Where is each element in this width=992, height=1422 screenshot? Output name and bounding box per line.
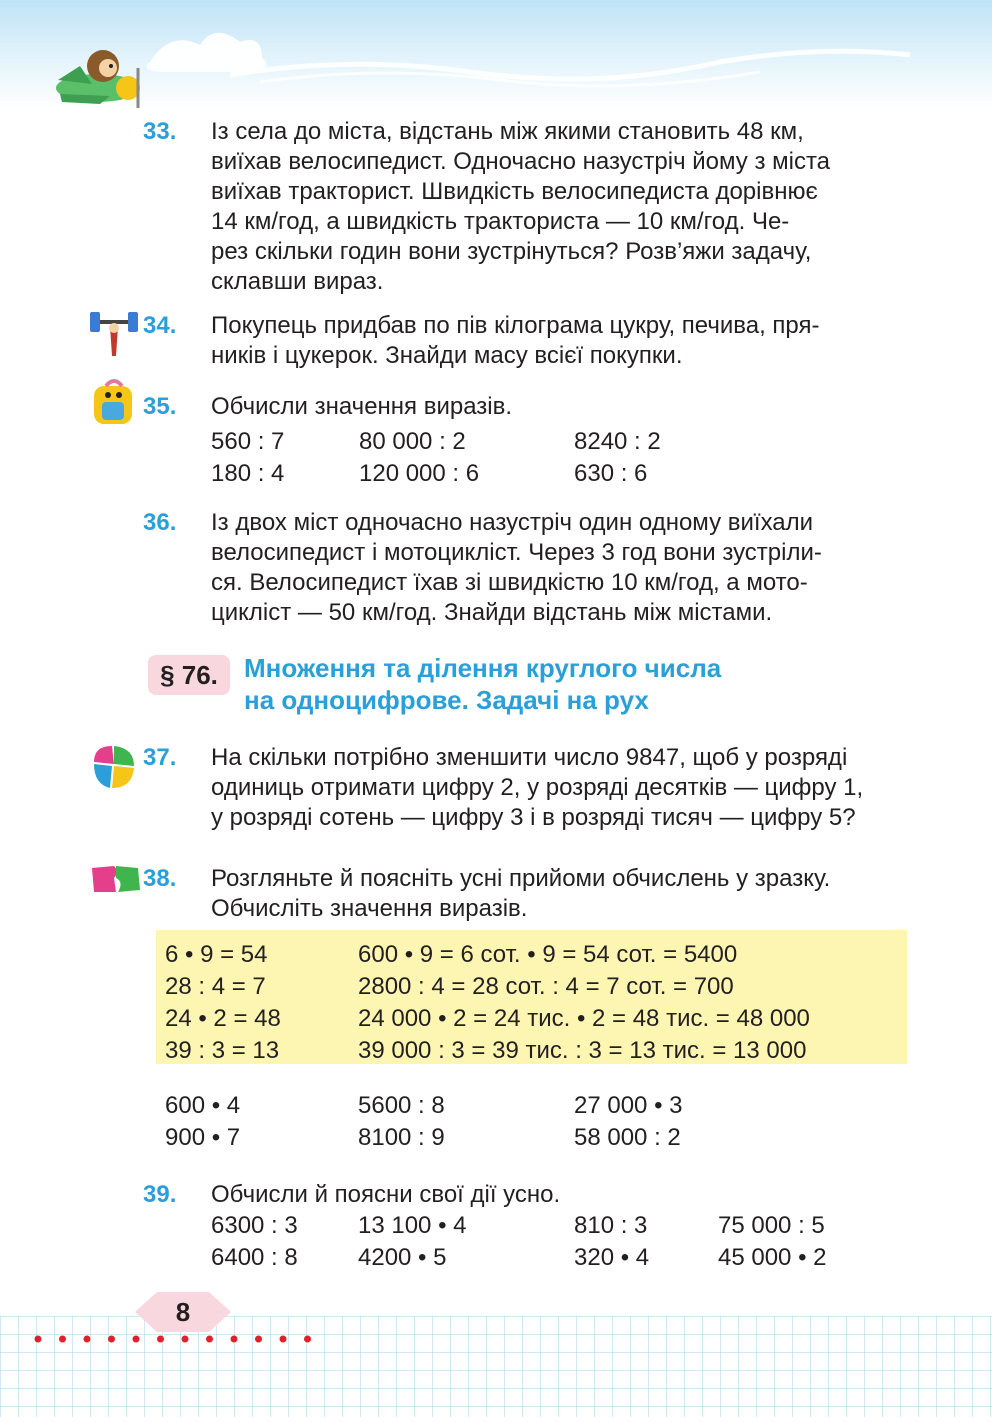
footer-dot [59, 1336, 66, 1343]
expression: 8240 : 2 [574, 428, 661, 455]
task-line: На скільки потрібно зменшити число 9847, щоб у розряді [211, 744, 848, 771]
page-number: 8 [175, 1297, 191, 1327]
expression: 45 000 • 2 [718, 1244, 827, 1271]
footer-dot [182, 1336, 189, 1343]
sample-expression: 39 : 3 = 13 [165, 1037, 280, 1064]
footer-dot [255, 1336, 262, 1343]
expression: 5600 : 8 [358, 1092, 445, 1119]
expression: 80 000 : 2 [359, 428, 466, 455]
task-line: виїхав велосипедист. Одночасно назустріч йому з міста [211, 148, 831, 175]
task-number: 33. [143, 118, 177, 145]
page-number-badge [135, 1290, 231, 1334]
task-line: одиниць отримати цифру 2, у розряді десятків — цифру 1, [211, 774, 864, 801]
task-text [211, 508, 907, 628]
task-number: 35. [143, 393, 177, 420]
task-line: Покупець придбав по пів кілограма цукру, печива, пря- [211, 312, 820, 339]
expression: 4200 • 5 [358, 1244, 447, 1271]
task-text [211, 117, 907, 297]
task-line: 14 км/год, а швидкість тракториста — 10 км/год. Че- [211, 208, 790, 235]
task-line: рез скільки годин вони зустрінуться? Розв’яжи задачу, [211, 238, 812, 265]
expression: 75 000 : 5 [718, 1212, 825, 1239]
sample-explanation: 24 000 • 2 = 24 тис. • 2 = 48 тис. = 48 000 [358, 1005, 810, 1032]
expression: 630 : 6 [574, 460, 648, 487]
sample-expression: 6 • 9 = 54 [165, 941, 268, 968]
footer-dot [133, 1336, 140, 1343]
task-number: 36. [143, 509, 177, 536]
sample-explanation: 2800 : 4 = 28 сот. : 4 = 7 сот. = 700 [358, 973, 734, 1000]
expression: 600 • 4 [165, 1092, 241, 1119]
expression: 6300 : 3 [211, 1212, 298, 1239]
expression: 27 000 • 3 [574, 1092, 683, 1119]
task-line: виїхав тракторист. Швидкість велосипедиста дорівнює [211, 178, 818, 205]
sample-explanation: 600 • 9 = 6 сот. • 9 = 54 сот. = 5400 [358, 941, 738, 968]
cloud-airplane-illustration [0, 0, 992, 110]
footer-dot [280, 1336, 287, 1343]
task-text [211, 864, 907, 924]
task-number: 37. [143, 744, 177, 771]
task-line: Обчисли значення виразів. [211, 393, 513, 420]
section-title [244, 652, 884, 716]
expression: 58 000 : 2 [574, 1124, 681, 1151]
task-number: 39. [143, 1181, 177, 1208]
sample-explanation: 39 000 : 3 = 39 тис. : 3 = 13 тис. = 13 000 [358, 1037, 807, 1064]
task-number: 34. [143, 312, 177, 339]
task-line: ся. Велосипедист їхав зі швидкістю 10 км/год, а мото- [211, 569, 808, 596]
footer-dot [206, 1336, 213, 1343]
task-line: Обчисли й поясни свої дії усно. [211, 1181, 561, 1208]
footer-dot [231, 1336, 238, 1343]
footer-dot [35, 1336, 42, 1343]
task-line: Із села до міста, відстань між якими становить 48 км, [211, 118, 804, 145]
header-sky-decoration [0, 0, 992, 110]
expression: 810 : 3 [574, 1212, 648, 1239]
footer-dot [108, 1336, 115, 1343]
task-text [211, 311, 907, 371]
task-line: ників і цукерок. Знайди масу всієї покупки. [211, 342, 683, 369]
sample-expression: 28 : 4 = 7 [165, 973, 266, 1000]
task-text [211, 743, 907, 833]
task-line: Із двох міст одночасно назустріч один одному виїхали [211, 509, 814, 536]
expression: 13 100 • 4 [358, 1212, 467, 1239]
pair-puzzle-icon [90, 860, 142, 901]
task-line: у розряді сотень — цифру 3 і в розряді тисяч — цифру 5? [211, 804, 856, 831]
task-text [211, 392, 907, 422]
footer-dot [157, 1336, 164, 1343]
section-badge: § 76. [148, 655, 230, 695]
footer-dot [84, 1336, 91, 1343]
section-title-line: на одноцифрове. Задачі на рух [244, 685, 649, 715]
task-line: Обчисліть значення виразів. [211, 895, 528, 922]
expression: 900 • 7 [165, 1124, 241, 1151]
airplane-icon [56, 50, 140, 108]
weights-icon [88, 306, 140, 365]
task-line: Розгляньте й поясніть усні прийоми обчислень у зразку. [211, 865, 831, 892]
puzzle-pieces-icon [90, 742, 138, 797]
footer-dot [304, 1336, 311, 1343]
expression: 8100 : 9 [358, 1124, 445, 1151]
expression: 320 • 4 [574, 1244, 650, 1271]
backpack-icon [88, 378, 140, 433]
expression: 560 : 7 [211, 428, 285, 455]
section-title-line: Множення та ділення круглого числа [244, 653, 722, 683]
task-number: 38. [143, 865, 177, 892]
expression: 180 : 4 [211, 460, 285, 487]
expression: 6400 : 8 [211, 1244, 298, 1271]
task-line: велосипедист і мотоцикліст. Через 3 год вони зустріли- [211, 539, 822, 566]
task-line: склавши вираз. [211, 268, 384, 295]
sample-expression: 24 • 2 = 48 [165, 1005, 281, 1032]
task-line: цикліст — 50 км/год. Знайди відстань між містами. [211, 599, 773, 626]
expression: 120 000 : 6 [359, 460, 480, 487]
task-text [211, 1180, 907, 1210]
